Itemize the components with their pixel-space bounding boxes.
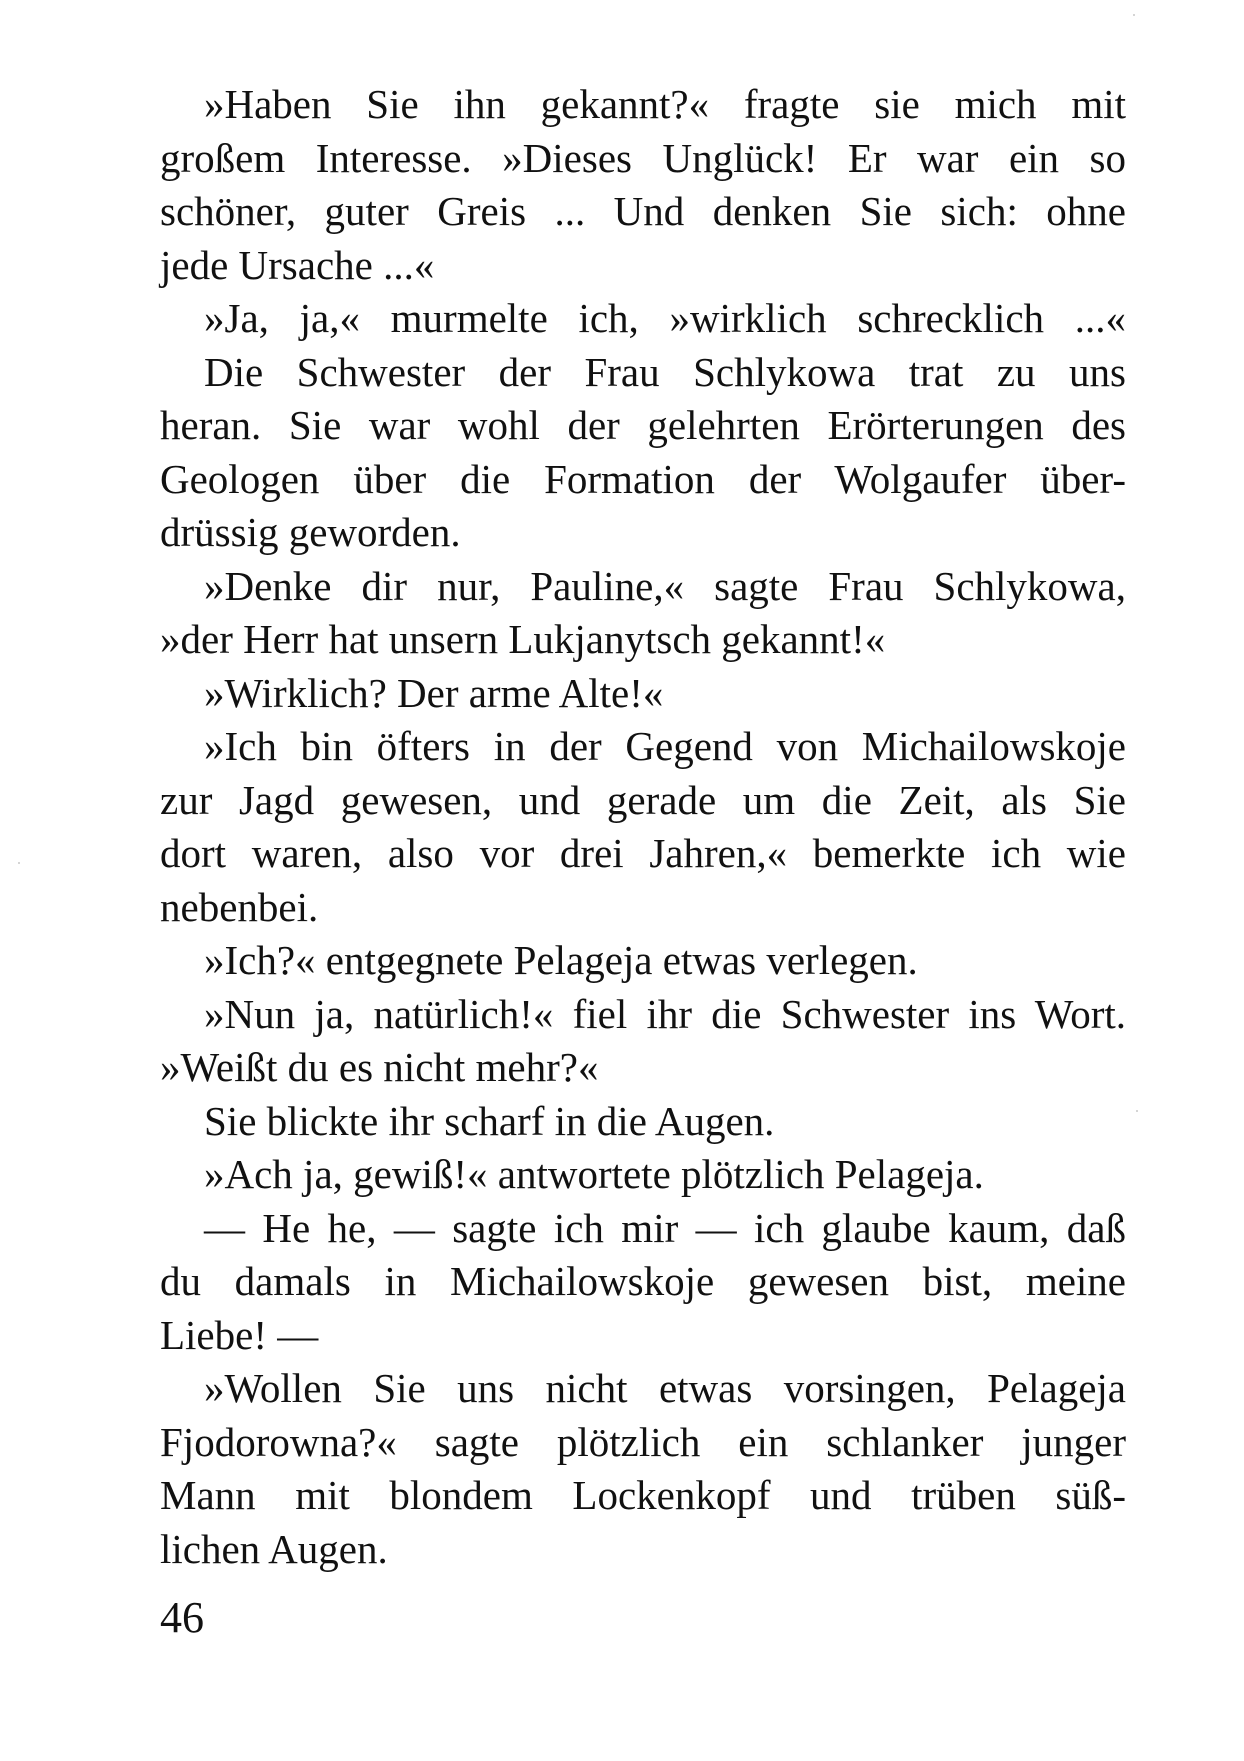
text-line: »Wollen Sie uns nicht etwas vorsingen, Pelageja [204, 1365, 1126, 1411]
text-line: »Ich bin öfters in der Gegend von Michailowskoje [204, 723, 1126, 769]
text-line: »Ich?« entgegnete Pelageja etwas verlegen. [204, 937, 918, 983]
text-line: »Wirklich? Der arme Alte!« [204, 669, 664, 716]
text-line: Die Schwester der Frau Schlykowa trat zu uns [204, 348, 1126, 395]
paper-speck [1136, 1110, 1138, 1112]
text-line: du damals in Michailowskoje gewesen bist, meine [160, 1258, 1126, 1304]
text-line: — He he, — sagte ich mir — ich glaube kaum, daß [204, 1204, 1126, 1251]
text-line: »Ach ja, gewiß!« antwortete plötzlich Pelageja. [204, 1151, 984, 1197]
paper-speck [1133, 14, 1135, 16]
text-line: »Weißt du es nicht mehr?« [160, 1044, 599, 1090]
text-line: lichen Augen. [160, 1525, 388, 1572]
text-line: Fjodorowna?« sagte plötzlich ein schlanker junger [160, 1418, 1126, 1465]
text-line: jede Ursache ...« [160, 241, 435, 288]
text-line: zur Jagd gewesen, und gerade um die Zeit, als Sie [160, 776, 1126, 823]
text-line: Mann mit blondem Lockenkopf und trüben süß- [160, 1472, 1126, 1518]
text-line: heran. Sie war wohl der gelehrten Erörterungen des [160, 402, 1126, 448]
text-line: großem Interesse. »Dieses Unglück! Er war ein so [160, 134, 1126, 181]
text-line: schöner, guter Greis ... Und denken Sie sich: ohne [160, 188, 1126, 234]
text-line: »Haben Sie ihn gekannt?« fragte sie mich mit [204, 81, 1126, 127]
body-text [160, 78, 1126, 1576]
text-line: Geologen über die Formation der Wolgaufer über- [160, 455, 1126, 502]
text-line: dort waren, also vor drei Jahren,« bemerkte ich wie [160, 830, 1126, 876]
page-number: 46 [160, 1593, 204, 1642]
text-line: »Nun ja, natürlich!« fiel ihr die Schwester ins Wort. [204, 990, 1126, 1037]
text-line: drüssig geworden. [160, 509, 461, 555]
text-line: nebenbei. [160, 883, 319, 930]
text-line: »Ja, ja,« murmelte ich, »wirklich schrecklich ...« [204, 295, 1126, 341]
paper-speck [18, 862, 20, 864]
text-line: »Denke dir nur, Pauline,« sagte Frau Schlykowa, [204, 562, 1126, 609]
text-line: Sie blickte ihr scharf in die Augen. [204, 1097, 775, 1144]
text-line: »der Herr hat unsern Lukjanytsch gekannt!« [160, 616, 886, 662]
text-line: Liebe! — [160, 1311, 319, 1358]
